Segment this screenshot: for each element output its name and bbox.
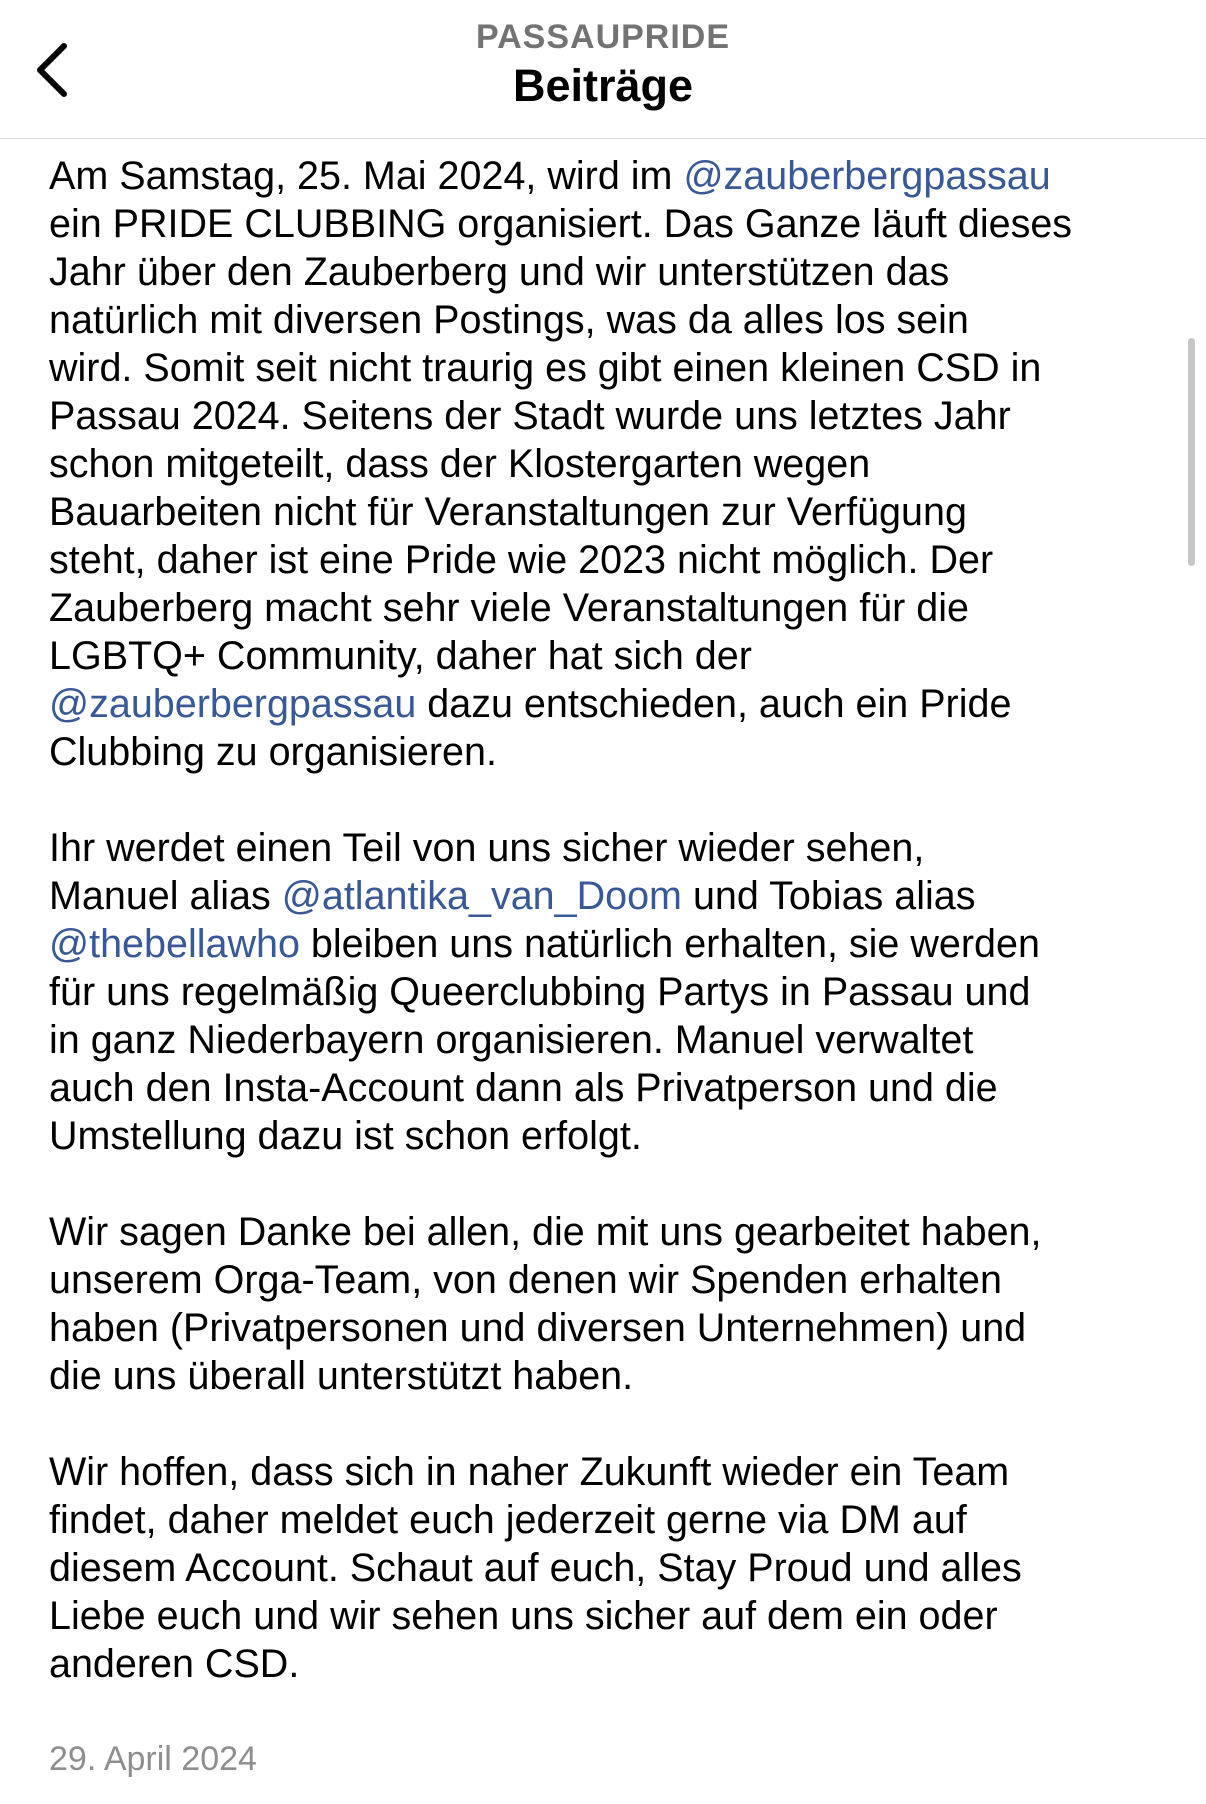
post-caption [49,152,1159,1688]
caption-text: bleiben uns natürlich erhalten, sie werden für uns regelmäßig Queerclubbing Partys in Passau und in ganz Niederbayern organisieren. Manuel verwaltet auch den Insta-Account dann als Privatperson und die Umstellung dazu ist schon erfolgt. [49,922,1040,1158]
caption-text: Wir hoffen, dass sich in naher Zukunft wieder ein Team findet, daher meldet euch jederzeit gerne via DM auf diesem Account. Schaut auf euch, Stay Proud und alles Liebe euch und wir sehen uns sicher auf dem ein oder anderen CSD. [49,1450,1022,1686]
mention-link[interactable]: @zauberbergpassau [49,682,417,726]
caption-text: ein PRIDE CLUBBING organisiert. Das Ganze läuft dieses Jahr über den Zauberberg und wir unterstützen das natürlich mit diversen Postings, was da alles los sein wird. Somit seit nicht traurig es gibt einen kleinen CSD in Passau 2024. Seitens der Stadt wurde uns letztes Jahr schon mitgeteilt, dass der Klostergarten wegen Bauarbeiten nicht für Veranstaltungen zur Verfügung steht, daher ist eine Pride wie 2023 nicht möglich. Der Zauberberg macht sehr viele Veranstaltungen für die LGBTQ+ Community, daher hat sich der [49,202,1073,678]
caption-paragraph [49,1208,1159,1400]
mention-link[interactable]: @thebellawho [49,922,300,966]
caption-paragraph [49,824,1159,1160]
caption-text: Ihr werdet einen Teil von uns sicher wieder sehen, Manuel alias [49,826,925,918]
scrollbar[interactable] [1188,338,1195,566]
caption-paragraph [49,152,1159,776]
top-header [0,0,1206,139]
mention-link[interactable]: @atlantika_van_Doom [281,874,682,918]
caption-text: Am Samstag, 25. Mai 2024, wird im [49,154,684,198]
caption-text: und Tobias alias [692,874,976,918]
post-date: 29. April 2024 [49,1740,257,1778]
page-title: Beiträge [512,60,694,111]
caption-text: dazu entschieden, auch ein Pride Clubbing zu organisieren. [49,682,1012,774]
account-name: PASSAUPRIDE [475,18,731,56]
caption-text: Wir sagen Danke bei allen, die mit uns gearbeitet haben, unserem Orga-Team, von denen wir Spenden erhalten haben (Privatpersonen und diversen Unternehmen) und die uns überall unterstützt haben. [49,1210,1042,1398]
caption-paragraph [49,1448,1159,1688]
mention-link[interactable]: @zauberbergpassau [683,154,1051,198]
